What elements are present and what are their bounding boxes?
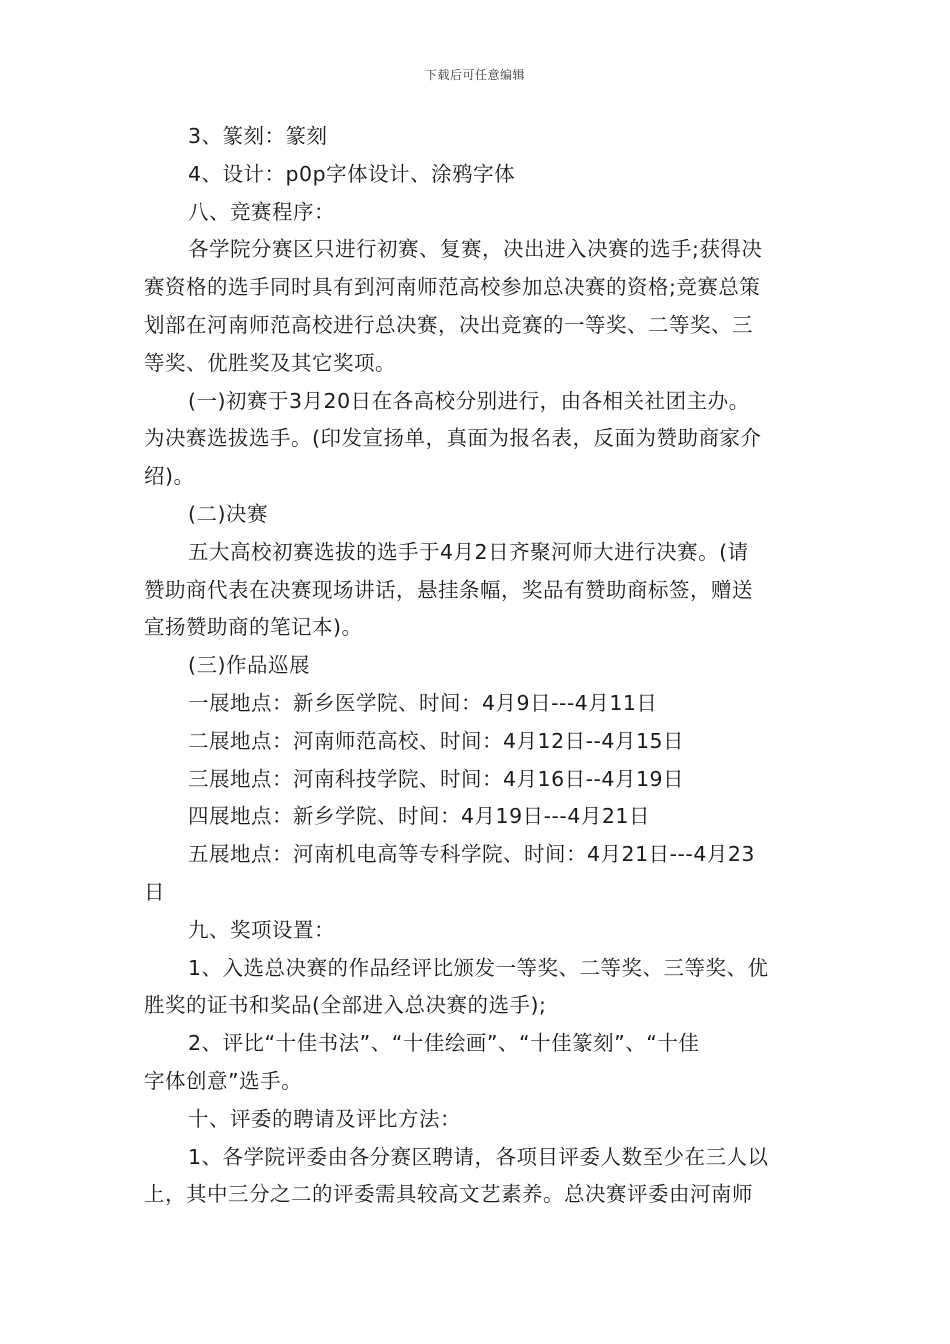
text-line: 赛资格的选手同时具有到河南师范高校参加总决赛的资格;竞赛总策 xyxy=(144,275,761,300)
text-line: 2、评比“十佳书法”、“十佳绘画”、“十佳篆刻”、“十佳 xyxy=(188,1031,700,1056)
text-line: 赞助商代表在决赛现场讲话，悬挂条幅，奖品有赞助商标签，赠送 xyxy=(144,577,753,602)
text-line: 1、入选总决赛的作品经评比颁发一等奖、二等奖、三等奖、优 xyxy=(188,955,769,980)
text-line: 为决赛选拔选手。(印发宣扬单，真面为报名表，反面为赞助商家介 xyxy=(144,426,762,451)
text-line: 划部在河南师范高校进行总决赛，决出竞赛的一等奖、二等奖、三 xyxy=(144,312,753,337)
section-heading: 八、竞赛程序： xyxy=(188,199,335,224)
text-line: 绍)。 xyxy=(144,464,195,489)
text-line: 五大高校初赛选拔的选手于4月2日齐聚河师大进行决赛。(请 xyxy=(188,539,749,564)
text-line: 宣扬赞助商的笔记本)。 xyxy=(144,615,363,640)
text-line: 日 xyxy=(144,879,165,904)
subsection-heading: (二)决赛 xyxy=(188,501,268,526)
text-line: 五展地点：河南机电高等专科学院、时间：4月21日---4月23 xyxy=(188,842,755,867)
section-heading: 十、评委的聘请及评比方法： xyxy=(188,1106,461,1131)
text-line: 一展地点：新乡医学院、时间：4月9日---4月11日 xyxy=(188,690,658,715)
text-line: 胜奖的证书和奖品(全部进入总决赛的选手); xyxy=(144,993,547,1018)
section-heading: 九、奖项设置： xyxy=(188,917,335,942)
text-line: 各学院分赛区只进行初赛、复赛，决出进入决赛的选手;获得决 xyxy=(188,237,763,262)
text-line: 3、篆刻：篆刻 xyxy=(188,124,328,148)
document-body xyxy=(144,118,809,1214)
text-line: 二展地点：河南师范高校、时间：4月12日--4月15日 xyxy=(188,728,685,753)
text-line: 4、设计：p0p字体设计、涂鸦字体 xyxy=(188,161,516,186)
subsection-heading: (三)作品巡展 xyxy=(188,653,310,678)
text-line: 字体创意”选手。 xyxy=(144,1068,303,1093)
text-line: 四展地点：新乡学院、时间：4月19日---4月21日 xyxy=(188,804,650,829)
text-line: 三展地点：河南科技学院、时间：4月16日--4月19日 xyxy=(188,766,685,791)
text-line: 上，其中三分之二的评委需具较高文艺素养。总决赛评委由河南师 xyxy=(144,1182,753,1207)
text-line: (一)初赛于3月20日在各高校分别进行，由各相关社团主办。 xyxy=(188,388,750,413)
page-header: 下载后可任意编辑 xyxy=(424,68,525,82)
text-line: 1、各学院评委由各分赛区聘请，各项目评委人数至少在三人以 xyxy=(188,1144,769,1169)
text-line: 等奖、优胜奖及其它奖项。 xyxy=(144,350,396,375)
